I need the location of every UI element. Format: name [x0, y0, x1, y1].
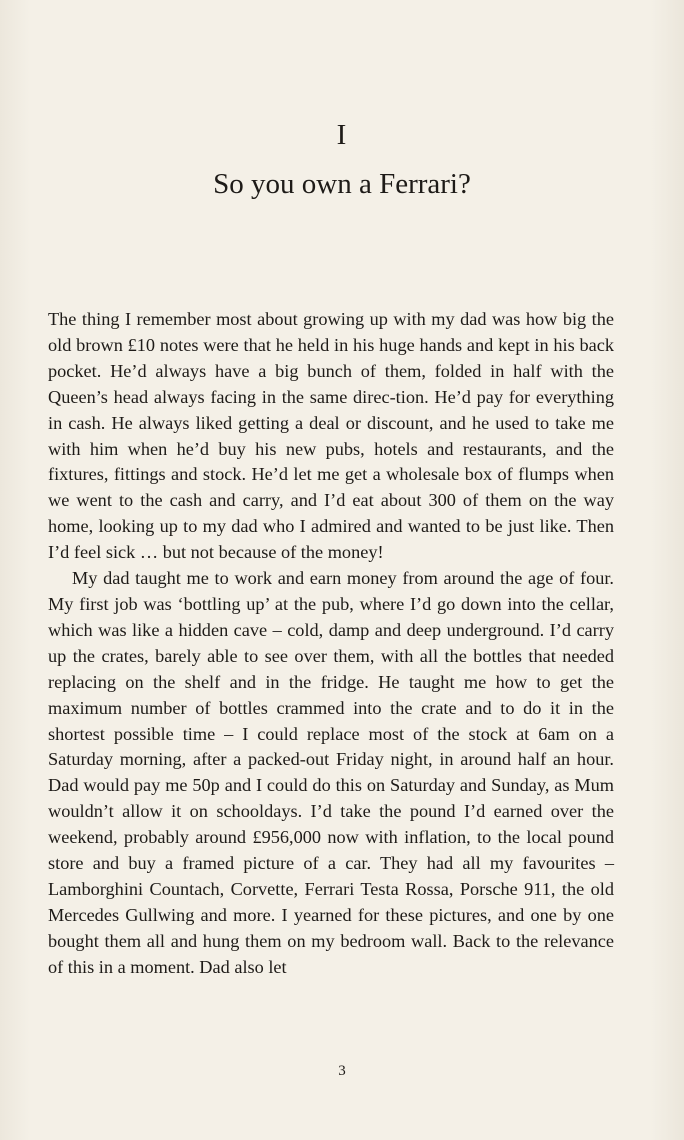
chapter-title: So you own a Ferrari? — [213, 168, 471, 200]
page-number: 3 — [338, 1063, 346, 1079]
body-text — [48, 307, 614, 981]
paragraph-1: The thing I remember most about growing up with my dad was how big the old brown £10 notes were that he held in his huge hands and kept in his back pocket. He’d always have a big bunch of them, folded in half with the Queen’s head always facing in the same direc-tion. He’d pay for everything in cash. He always liked getting a deal or discount, and he used to take me with him when he’d buy his new pubs, hotels and restaurants, and the fixtures, fittings and stock. He’d let me get a wholesale box of flumps when we went to the cash and carry, and I’d eat about 300 of them on the way home, looking up to my dad who I admired and wanted to be just like. Then I’d feel sick … but not because of the money! — [48, 309, 614, 563]
paragraph-2: My dad taught me to work and earn money from around the age of four. My first job was ‘bottling up’ at the pub, where I’d go down into the cellar, which was like a hidden cave – cold, damp and deep underground. I’d carry up the crates, barely able to see over them, with all the bottles that needed replacing on the shelf and in the fridge. He taught me how to get the maximum number of bottles crammed into the crate and to do it in the shortest possible time – I could replace most of the stock at 6am on a Saturday morning, after a packed-out Friday night, in around half an hour. Dad would pay me 50p and I could do this on Saturday and Sunday, as Mum wouldn’t allow it on schooldays. I’d take the pound I’d earned over the weekend, probably around £956,000 now with inflation, to the local pound store and buy a framed picture of a car. They had all my favourites – Lamborghini Countach, Corvette, Ferrari Testa Rossa, Porsche 911, the old Mercedes Gullwing and more. I yearned for these pictures, and one by one bought them all and hung them on my bedroom wall. Back to the relevance of this in a moment. Dad also let — [48, 568, 614, 977]
chapter-number: I — [336, 119, 348, 151]
